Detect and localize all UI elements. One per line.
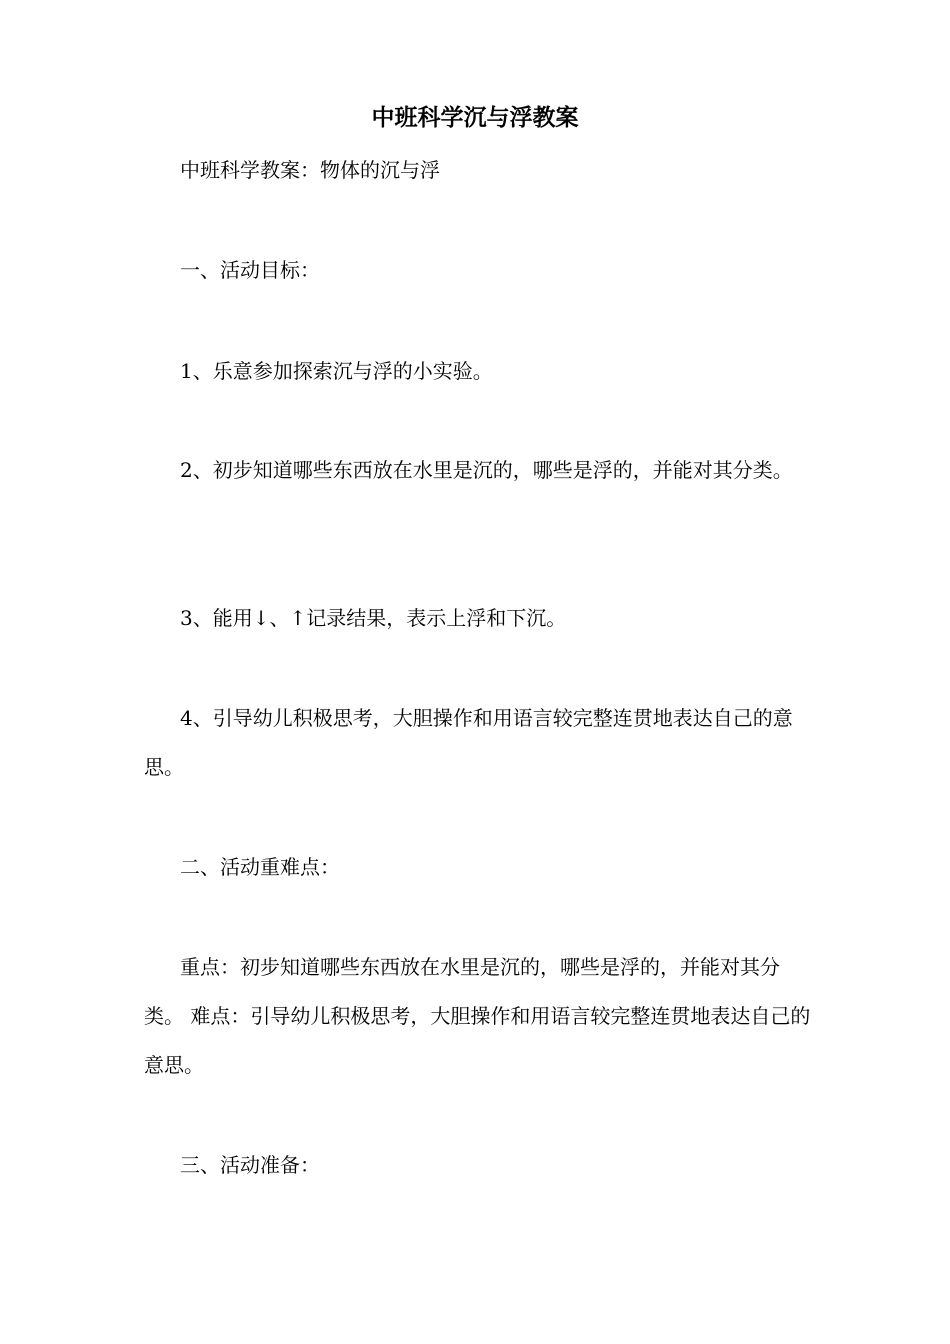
section-heading-key-points: 二、活动重难点： — [180, 855, 340, 879]
goal-item-1: 1、乐意参加探索沉与浮的小实验。 — [180, 359, 493, 383]
goal-item-4: 4、引导幼儿积极思考，大胆操作和用语言较完整连贯地表达自己的意思。 — [144, 706, 793, 779]
goal-item-3: 3、能用↓、↑记录结果，表示上浮和下沉。 — [180, 606, 567, 630]
goal-item-2: 2、初步知道哪些东西放在水里是沉的，哪些是浮的，并能对其分类。 — [180, 458, 793, 482]
section-heading-goals: 一、活动目标： — [180, 258, 320, 282]
subtitle-paragraph: 中班科学教案：物体的沉与浮 — [180, 158, 440, 182]
document-title: 中班科学沉与浮教案 — [371, 104, 579, 131]
key-points-paragraph: 重点：初步知道哪些东西放在水里是沉的，哪些是浮的，并能对其分类。 难点：引导幼儿积极思考，大胆操作和用语言较完整连贯地表达自己的意思。 — [144, 955, 811, 1077]
section-heading-preparation: 三、活动准备： — [180, 1153, 320, 1177]
